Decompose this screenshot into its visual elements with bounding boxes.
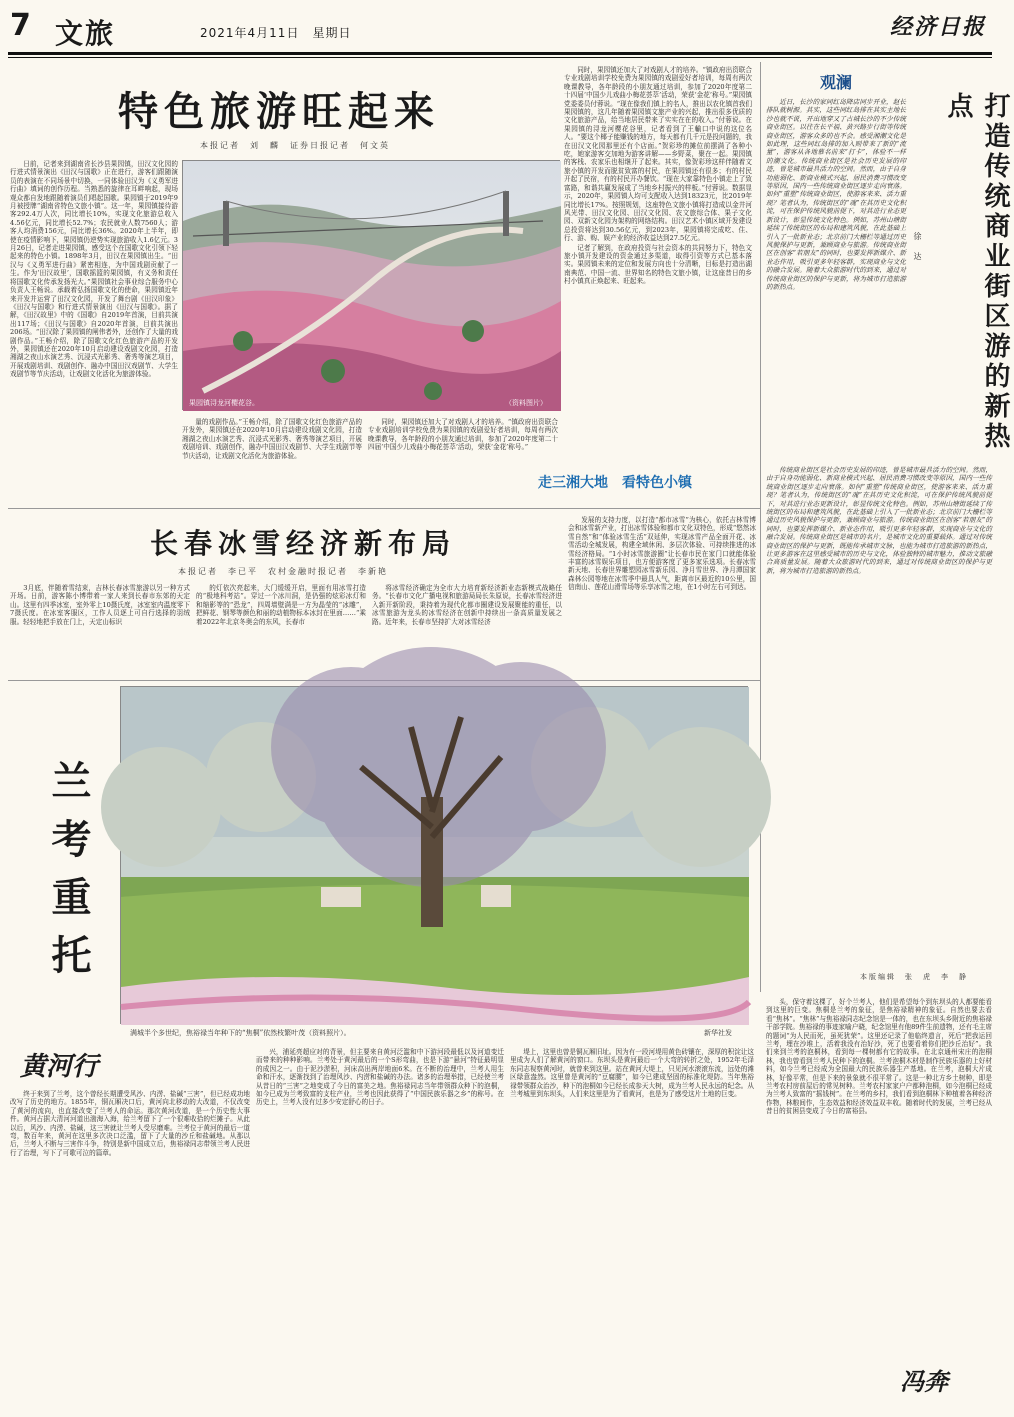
sidebar-title: 打造传统商业街区游的新热点 xyxy=(943,92,1010,452)
paulownia-tree-park-image xyxy=(121,687,749,1025)
article2-column-1: 3月底，伴随着雪结束，吉林长春冰雪旅游以另一种方式开场。日前，游客陈小博带着一家人来到长春市东郊的天定山。这里有四季冰室，室外零上10摄氏度，冰室室内温度零下7摄氏度。在冰室客服区，工作人员逐上可自行选择的羽绒服。轻轻地把手放在门上，天定山标识 xyxy=(10,584,190,626)
sidebar-tag: 观澜 xyxy=(820,73,853,92)
article2-column-3: 将冰雪经济确定为全市大力培育新经济新业态新模式战略任务。“长春市文化广播电视和旅游局局长朱原说，长春冰雪经济进入新开新阶段，秉持着为现代化都市圈建设发展聚能的重任，以冰雪旅游为龙头的冰雪经济在创新中持续出一条高质量发展之路。近年来，长春市坚持扩大对冰雪经济 xyxy=(372,584,562,626)
sidebar-divider xyxy=(760,62,761,992)
masthead-rule-thin xyxy=(8,57,992,58)
article3-photo-credit: 新华社发 xyxy=(704,1029,732,1037)
article3-author-signature-image: 冯奔 xyxy=(900,1367,948,1396)
masthead-rule xyxy=(8,52,992,55)
article3-column-2: 兴，浦延亮超应对的背景，但主要来自黄河泛滥和中下游河段最低以及河道变迁而带来的种种影响。兰考处于黄河最后的一个S形弯曲，也是下游“悬河”特征最明显的成因之一。由于泥沙淤积，河床高出两岸地面6米。在不断的治理中，兰考人用生命和汗水，逐渐找到了治理风沙、内涝和盐碱的办法。诸多的治理举措，已经使兰考从昔日的“三害”之地变成了今日的富美之地。焦裕禄同志当年带领群众种下的泡桐，如今已成为兰考致富的支柱产业，兰考也因此获得了“中国民族乐器之乡”的称号。在历史上，兰考人没有过多少安定舒心的日子。 xyxy=(256,1048,504,1107)
article1-column-2b: 同时，果园镇还加大了对戏剧人才的培养。“镇政府出资联合专业戏剧培训学校免费为果园镇的戏剧爱好者培训，每周有两次晚课教导，各年龄段的小朋友通过培训，参加了2020年度第二十四届‘中国少儿戏曲小梅花荟萃’活动，荣获‘金花’称号。” xyxy=(368,418,558,452)
article3-signature-image: 黄河行 xyxy=(20,1052,99,1082)
article2-column-4: 发展的支持力度，以打造“都市冰雪”为核心，依托吉林雪博会和冰雪新产业，打出冰雪体验和都市文化双特色，形成“悠然冰雪自然”和“体验冰雪生活”双延伸，实现冰雪产品全面开花、冰雪活动全城发展，构建全域休闲、多层次体验、可持续推进的冰雪经济格局。“1小时冰雪旅游圈”让长春市民在家门口就能体验丰富的冰雪娱乐项目，也方便游客度了更多家乐选项。长春冰雪新天地、长春世界雕塑园冰雪新乐园、净月雪世界、净月潭国家森林公园等地在冰雪季中最具人气，距离市区最近的10公里，国信南山、莲花山滑雪场等乐享冰雪之地，在1小时左右可到达。 xyxy=(568,516,756,592)
article2-byline: 本报记者 李已平 农村金融时报记者 李新艳 xyxy=(178,567,388,576)
article1-photo-credit: （资料图片） xyxy=(505,399,547,407)
article3-column-4: 头，保守着这棵了，好个兰考人，他们是希望每个到东坝头的人都要能看到这里的巨变。焦桐是兰考的象征，是焦裕禄精神的象征。自然也要去看看“焦林”。“焦林”与焦裕禄同志纪念馆是一体的，也在东坝头乡附近的焦裕禄干部学院。焦裕禄的事迹家喻户晓，纪念馆里有他89件生前遗物，还有毛主席的题词“为人民而死，虽死犹荣”。这里还记录了他临终遗言，死后“把我运回兰考，埋在沙堆上，活着我没有治好沙，死了也要看着你们把沙丘治好”。我们来到兰考的泡桐林，看到每一棵树都有它的故事。在北京通州宋庄的泡桐林，我也曾看到兰考人民种下的泡桐。兰考泡桐木材是制作民族乐器的上好材料，如今兰考已经成为全国最大的民族乐器生产基地。在兰考，泡桐大片成林，好像平常，但是下来的景象就不很平常了。这是一种北方乡土树种，即是兰考农村房前屋后的常见树种。兰考农村家家户户都种泡桐，如今泡桐已经成为兰考人致富的“摇钱树”。在兰考的乡村，我们看到泡桐林下种植着各种经济作物，林粮间作，生态效益和经济效益双丰收。随着时代的发展，兰考已经从昔日的贫困县变成了今日的富裕县。 xyxy=(766,998,992,1116)
article3-column-1: 终于来到了兰考，这个曾经长期遭受风沙、内涝、盐碱“三害”，但已经成功地改写了历史的地方。1855年，铜瓦厢决口后，黄河向北移动的大改道，不仅改变了黄河的流向，也直接改变了兰考人的命运。那次黄河改道，是一个历史性大事件。黄河占据大清河河道出渤海入海，给兰考留下了一个很难收拾的烂摊子。从此以后，风沙、内涝、盐碱，这三害就让兰考人受尽磨难。兰考位于黄河的最后一道弯，数百年来，黄河在这里多次决口泛滥，留下了大量的沙丘和盐碱地。从那以后，兰考人不断与三害作斗争，特别是新中国成立后，焦裕禄同志带领兰考人民进行了治理，写下了可歌可泣的篇章。 xyxy=(10,1090,250,1157)
section-name: 文旅 xyxy=(55,17,116,50)
sidebar-column-1: 近日，长沙的家同红岛降店同步开业，赵长排队就树源。其实，这些同红岛排在其实主地长沙也就不说，开出地穿又了古城长沙的不少传统商业街区。以往在长平福、黄兴路步行街等传统商业街区，游客众多的也不会。感受湘潮文化是如此理，这些同红岛排的加入则带来了新的“流量”，游客从各地慕名前来“打卡”，体验不一样的潮文化。传统商业街区是社会历史发展的印迹，曾是城市最具活力的空间。然而，由于自身功能弱化、新商业模式兴起、居民消费习惯改变等原因，国内一些传统商业街区逐步走向衰落。如何“重塑”传统商业街区，使游客来来、活力重现？笔者认为，传统街区的“魂”在其历史文化积淀，可在保护传统风貌前提下，对其进行业态更新设计，彰显传统文化特色。例如，苏州山塘街延续了传统街区的布局和建筑风貌，在此基础上引入了一批新业态；北京前门大栅栏等通过历史风貌保护与更新，兼顾商业与旅游。传统商业街区在创客“若朋友”的同时，也要发挥新媒介、新业态作用，吸引更多年轻客群，实现商业与文化的融合发展。随着大众旅游时代的到来，通过对传统商业街区的保护与更新，将为城市打造旅游的新热点。 xyxy=(766,98,906,291)
article1-photo-caption: 果园镇浔龙河樱花谷。 xyxy=(189,399,259,407)
article1-photo xyxy=(182,160,560,410)
page-number: 7 xyxy=(10,8,31,43)
article1-series-tagline: 走三湘大地 看特色小镇 xyxy=(538,475,692,491)
article3-photo xyxy=(120,686,748,1024)
article2-top-rule xyxy=(8,508,760,509)
article1-column-3: 同时，果园镇还加大了对戏剧人才的培养。“镇政府出资联合专业戏剧培训学校免费为果园镇的戏剧爱好者培训，每周有两次晚课教导，各年龄段的小朋友通过培训，参加了2020年度第二十四届‘中国少儿戏曲小梅花荟萃’活动，荣获‘金花’称号。”果园镇党委委员付蓉说。“现在像我们镇上的名人，推出以农化镇首我们果园镇的，这几年随着果园镇文旅产业的兴起，推出很多优质的文化旅游产品，给当地居民带来了实实在在的收入。”付蓉说。在果园镇的浔龙河樱花谷里，记者看到了王輸口中说的这位名人。“要这个椰子能赚钱的地方，每天都有几千元是投问题的，我在田汉文化园那里还有个店面。”贺彩珍的摊位前摆满了各种小吃，她家游客交加地为游客讲解——乡野菜，聚在一起。果园镇的客栈、农家乐也相继开了起来。其实，像贺彩珍这样伴随着文旅小镇的开发而脱贫致富的村民，在果园镇还有很多；有的村民开起了民宿，有的村民开办餐饮。“现在大家靠特色小镇走上了致富路，和谐共赢发展成了当地乡村振兴的样板。”付蓉说。数据显示，2020年，果园镇人均可支配收入达到18323元，比2019年同比增长17%。按照规划，这座特色文旅小镇将打造成以金井河风光带、田汉文化园、田汉文化园、农文旅综合体、果子文化园、双新文化园为架构的网络结构。田汉艺术小镇区域开发建设总投资将达到30.56亿元，到2023年，果园镇将完成吃、住、行、游、购、娱产业的经济收益达到27.5亿元。 记者了解到，在政府投资与社会资本的共同努力下，特色文旅小镇开发建设的资金通过多渠道，取得引资等方式已基本落实。果园镇未来的定位和发展方向也十分清晰，目标是打造出湖南典范、中国一流、世界知名的特色文旅小镇，让这座昔日的乡村小镇真正焕起来、旺起来。 xyxy=(564,66,752,286)
article1-column-1: 日前，记者来到湖南省长沙县果园镇，田汉文化园的行进式情景演出《田汉与国歌》正在进行，游客们跟随演员的表演在不同场景中切换，一同体验田汉为《义勇军进行曲》填词的创作历程。当熟悉的旋律在耳畔响起，现场观众都自发地跟随着演员们唱起国歌。果园镇于2019年9月被授牌“湖南省特色文旅小镇”。这一年，果园镇接待游客292.4万人次，同比增长10%，实现文化旅游总收入4.56亿元，同比增长52.7%；农民就业人数7560人；游客人均消费156元，同比增长36%。2020年上半年，即使在疫情影响下，果园镇仍逆势实现旅游收入1.6亿元。3月26日，记者走进果园镇，感受这个在国歌文化引领下轻起来的特色小镇。1898年3月，田汉在果园镇出生。“田汉与《义勇军进行曲》紧密相连，为中国戏剧贡献了一生。作为‘田汉故里’，国歌摇篮的果园镇，有义务和责任将国歌文化传承发扬光大。”果园镇社会事业综合服务中心负责人王畅说。承载着弘扬国歌文化的使命，果园镇近年来开发并运营了田汉文化园，开发了舞台剧《田汉印象》《田汉与国歌》和行进式情景演出《田汉与国歌》。据了解，《田汉故里》中的《国歌》自2019年首演，目前共演出117场；《田汉与国歌》自2020年首演，目前共演出206场。“田汉除了果园镇的闸伟者外，还创作了大量的戏剧作品。”王畅介绍，除了国歌文化红色旅游产品的开发外，果园镇还在2020年10月启动建设戏剧文化园，打造湘湖之夜山水演艺秀、沉浸式光影秀、奢秀等演艺项目，开展戏剧培训、戏剧创作、融办中国田汉戏剧节、大学生戏剧节等节庆活动，让戏剧文化活化为旅游体验。 xyxy=(10,160,178,379)
article1-column-2a: 量的戏剧作品。”王畅介绍，除了国歌文化红色旅游产品的开发外，果园镇还在2020年10月启动建设戏剧文化园，打造湘湖之夜山水演艺秀、沉浸式光影秀、奢秀等演艺项目，开展戏剧培训、戏剧创作，融办中国田汉戏剧节、大学生戏剧节等节庆活动，让戏剧文化活化为旅游体验。 xyxy=(182,418,362,460)
paper-name-logo: 经济日报 xyxy=(889,14,986,40)
sidebar-column-2: 传统商业街区是社会历史发展的印迹，曾是城市最具活力的空间。然而，由于自身功能弱化、新商业模式兴起、居民消费习惯改变等原因，国内一些传统商业街区逐步走向衰落。如何“重塑”传统商业街区，使游客来来、活力重现？笔者认为，传统街区的“魂”在其历史文化积淀，可在保护传统风貌前提下，对其进行业态更新设计，彰显传统文化特色。例如，苏州山塘街延续了传统街区的布局和建筑风貌，在此基础上引入了一批新业态；北京前门大栅栏等通过历史风貌保护与更新，兼顾商业与旅游。传统商业街区在创客“若朋友”的同时，也要发挥新媒介、新业态作用，吸引更多年轻客群，实现商业与文化的融合发展。传统商业街区是城市的名片，是城市文化的重要载体。通过对传统商业街区的保护与更新，既能传承城市文脉，也能为城市打造旅游的新热点，让更多游客在这里感受城市的历史与文化，体验独特的城市魅力，推动文旅融合高质量发展。随着大众旅游时代的到来，通过对传统商业街区的保护与更新，将为城市打造旅游的新热点。 xyxy=(766,466,992,575)
masthead xyxy=(0,0,1000,62)
date-line: 2021年4月11日 星期日 xyxy=(200,26,352,40)
article3-vertical-title: 兰考重托 xyxy=(45,760,92,992)
article2-column-2: 的灯依次亮起来，大门缓缓开启，里面有用冰雪打造的“极地科考站”。穿过一个冰川洞，是仍强的炫彩冰灯和和缩影等的“恐龙”，四周墙壁满是一方为晶莹的“冰雕”，把鲜花、钢琴等颜色和丽的动植物标本冰封在里面……“乘着2022年北京冬奥会的东风，长春市 xyxy=(196,584,366,626)
editors-credit: 本版编辑 张 虎 李 静 xyxy=(860,973,968,981)
article1-headline: 特色旅游旺起来 xyxy=(118,88,440,135)
sidebar-author: 徐 达 xyxy=(913,232,922,262)
cherry-blossom-valley-image xyxy=(183,161,561,411)
article3-photo-caption: 满城半个多世纪，焦裕禄当年种下的“焦桐”依然枝繁叶茂（资料照片）。 xyxy=(130,1029,351,1037)
article3-column-3: 堤上，这里也曾是铜瓦厢旧址。因为有一段河堤用黄色砖镶在，深厚的积淀让这里成为人们了解黄河的窗口。东坝头是黄河最后一个大弯的转折之处，1952年毛泽东同志视察黄河时，就曾来到这里。站在黄河大堤上，只见河水滚滚东流，远处的滩区绿意盎然。这里曾是黄河的“豆腐腰”，如今已建成坚固的标准化堤防。当年焦裕禄带领群众治沙，种下的泡桐如今已经长成参天大树，成为兰考人民永远的纪念。从兰考城里到东坝头，人们来这里是为了看黄河，也是为了感受这片土地的巨变。 xyxy=(510,1048,754,1099)
article2-headline: 长春冰雪经济新布局 xyxy=(150,527,457,560)
article1-byline: 本报记者 刘 麟 证券日报记者 何文英 xyxy=(200,141,390,150)
